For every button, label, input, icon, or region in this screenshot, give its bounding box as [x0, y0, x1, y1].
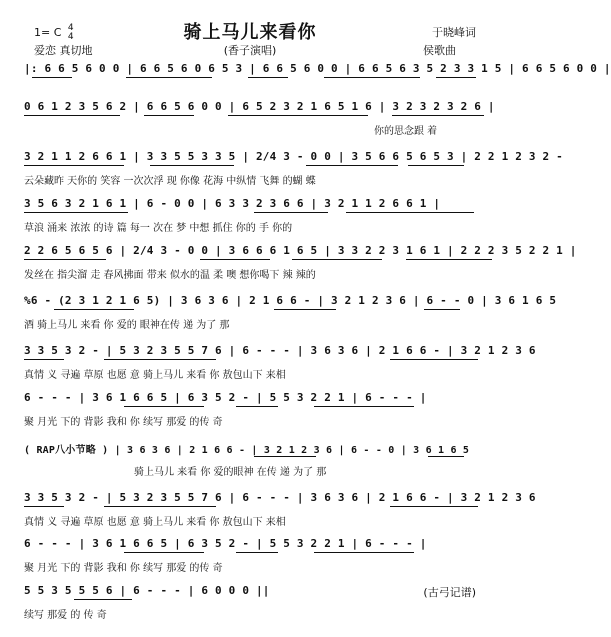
lyric-line: 聚 月光 下的 背影 我和 你 续写 那爱 的传 奇 [24, 417, 223, 428]
notation-line: 3 2 1 1 2 6 6 1 | 3 3 5 5 3 3 5 | 2/4 3 - 0 0 | 3 5 6 6 5 6 5 3 | 2 2 1 2 3 2 - [24, 150, 563, 163]
lyric-line: 你的思念跟 着 [374, 126, 438, 137]
lyricist-credit: 于晓峰词 [432, 26, 476, 39]
composer-credit: 侯歌曲 [423, 44, 456, 57]
underlines [24, 552, 488, 558]
underlines [24, 359, 488, 365]
notation-line: 3 3 5 3 2 - | 5 3 2 3 5 5 7 6 | 6 - - - | 3 6 3 6 | 2 1 6 6 - | 3 2 1 2 3 6 [24, 491, 536, 504]
transcriber-credit: (古弓记谱) [423, 586, 476, 599]
lyric-line: 云朵藏昨 天你的 笑容 一次次浮 现 你像 花海 中纵情 飞舞 的蝴 蝶 [24, 176, 316, 187]
lyric-line: 酒 骑上马儿 来看 你 爱的 眼神在传 递 为了 那 [24, 320, 230, 331]
expression-mark: 爱恋 真切地 [34, 44, 93, 57]
lyric-line: 草浪 涌来 浓浓 的诗 篇 每一 次在 梦 中想 抓住 你的 手 你的 [24, 223, 293, 234]
song-title: 骑上马儿来看你 [183, 22, 317, 43]
notation-line: 0 6 1 2 3 5 6 2 | 6 6 5 6 0 0 | 6 5 2 3 2 1 6 5 1 6 | 3 2 3 2 3 2 6 | [24, 100, 495, 113]
notation-line: ( RAP八小节略 ) | 3 6 3 6 | 2 1 6 6 - | 3 2 1 2 3 6 | 6 - - 0 | 3 6 1 6 5 [24, 445, 470, 456]
lyric-line: 真情 义 寻遍 草原 也愿 意 骑上马儿 来看 你 敖包山下 来相 [24, 517, 286, 528]
notation-line: 3 5 6 3 2 1 6 1 | 6 - 0 0 | 6 3 3 2 3 6 6 | 3 2 1 1 2 6 6 1 | [24, 197, 441, 210]
notation-line: |: 6 6 5 6 0 0 | 6 6 5 6 0 6 5 3 | 6 6 5 6 0 0 | 6 6 5 6 3 5 2 3 3 1 5 | 6 6 5 6 0 0 | [24, 62, 611, 75]
underlines [24, 456, 488, 462]
notation-line: 2 2 6 5 6 5 6 | 2/4 3 - 0 0 | 3 6 6 6 1 6 5 | 3 3 2 2 3 1 6 1 | 2 2 2 3 5 2 2 1 | [24, 244, 577, 257]
underlines [24, 115, 488, 121]
notation-line: 6 - - - | 3 6 1 6 6 5 | 6 3 5 2 - | 5 5 3 2 2 1 | 6 - - - | [24, 391, 427, 404]
lyric-line: 骑上马儿 来看 你 爱的眼神 在传 递 为了 那 [134, 467, 327, 478]
lyric-line: 真情 义 寻遍 草原 也愿 意 骑上马儿 来看 你 敖包山下 来相 [24, 370, 286, 381]
underlines [24, 506, 488, 512]
underlines [24, 212, 488, 218]
lyric-line: 聚 月光 下的 背影 我和 你 续写 那爱 的传 奇 [24, 563, 223, 574]
underlines [24, 165, 488, 171]
underlines [24, 309, 488, 315]
lyric-line: 续写 那爱 的 传 奇 [24, 610, 107, 621]
underlines [24, 406, 488, 412]
key-signature [34, 24, 74, 42]
key-label: 1= C [34, 26, 62, 39]
notation-line: 3 3 5 3 2 - | 5 3 2 3 5 5 7 6 | 6 - - - | 3 6 3 6 | 2 1 6 6 - | 3 2 1 2 3 6 [24, 344, 536, 357]
notation-line: 6 - - - | 3 6 1 6 6 5 | 6 3 5 2 - | 5 5 3 2 2 1 | 6 - - - | [24, 537, 427, 550]
time-signature-top: 4 [67, 23, 74, 33]
time-signature [68, 24, 74, 42]
time-signature-bottom: 4 [67, 32, 74, 42]
notation-line: 5 5 3 5 5 5 6 | 6 - - - | 6 0 0 0 || [24, 584, 270, 597]
underlines [24, 259, 488, 265]
underlines [24, 77, 488, 83]
notation-line: %6 - (2 3 1 2 1 6 5) | 3 6 3 6 | 2 1 6 6 - | 3 2 1 2 3 6 | 6 - - 0 | 3 6 1 6 5 [24, 294, 557, 307]
singer-credit: (香子演唱) [223, 44, 277, 57]
underlines [24, 599, 488, 605]
lyric-line: 发丝在 指尖溜 走 春风拂面 带来 似水的温 柔 噢 想你喝下 辣 辣的 [24, 270, 316, 281]
